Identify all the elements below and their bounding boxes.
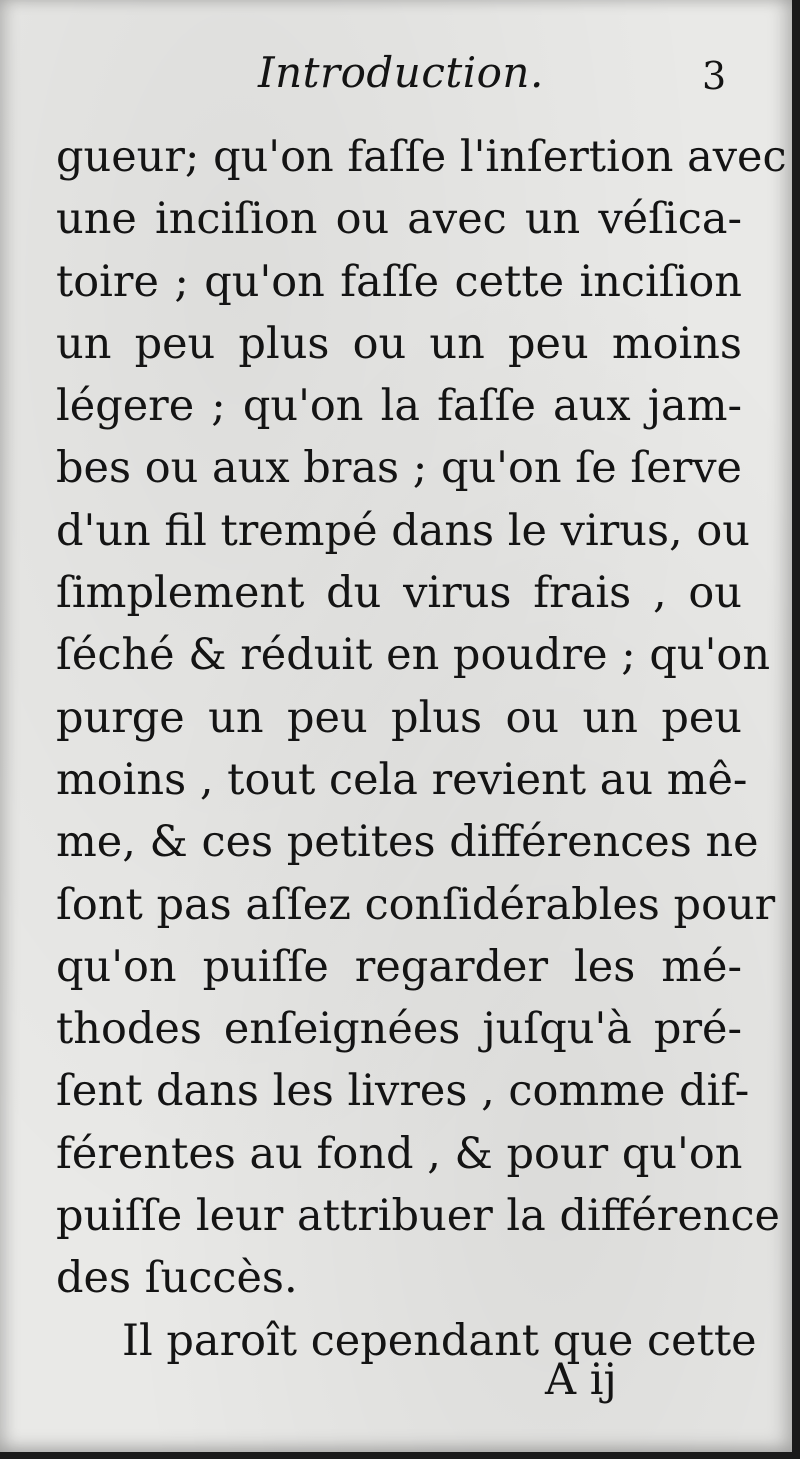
- text-line: thodes enſeignées juſqu'à pré-: [56, 1004, 742, 1055]
- text-line: purge un peu plus ou un peu: [56, 692, 742, 743]
- text-line: puiſſe leur attribuer la différence: [56, 1191, 780, 1242]
- text-line: toire ; qu'on faſſe cette inciſion: [56, 256, 742, 307]
- text-line: ſent dans les livres , comme dif-: [56, 1066, 750, 1117]
- text-line: légere ; qu'on la faſſe aux jam-: [56, 381, 742, 432]
- paragraph-start-line: Il paroît cependant que cette: [122, 1315, 757, 1366]
- running-title: Introduction.: [258, 48, 544, 97]
- text-line: un peu plus ou un peu moins: [56, 318, 742, 369]
- text-line: moins , tout cela revient au mê-: [56, 754, 748, 805]
- text-line: ſont pas aſſez conſidérables pour: [56, 879, 776, 930]
- text-line: qu'on puiſſe regarder les mé-: [56, 941, 742, 992]
- text-line: d'un fil trempé dans le virus, ou: [56, 505, 750, 556]
- page-header: [0, 48, 792, 108]
- body-text: [56, 126, 787, 1372]
- page-number: 3: [702, 54, 727, 98]
- text-line: une inciſion ou avec un véſica-: [56, 194, 742, 245]
- paragraph-end-line: des ſuccès.: [56, 1253, 298, 1304]
- text-line: férentes au fond , & pour qu'on: [56, 1128, 743, 1179]
- text-line: bes ou aux bras ; qu'on ſe ſerve: [56, 443, 742, 494]
- text-line: ſéché & réduit en poudre ; qu'on: [56, 630, 771, 681]
- text-line: gueur; qu'on faſſe l'inſertion avec: [56, 132, 787, 182]
- text-line: ſimplement du virus frais , ou: [56, 568, 742, 619]
- text-line: me, & ces petites différences ne: [56, 817, 759, 868]
- signature-mark: A ij: [545, 1355, 617, 1405]
